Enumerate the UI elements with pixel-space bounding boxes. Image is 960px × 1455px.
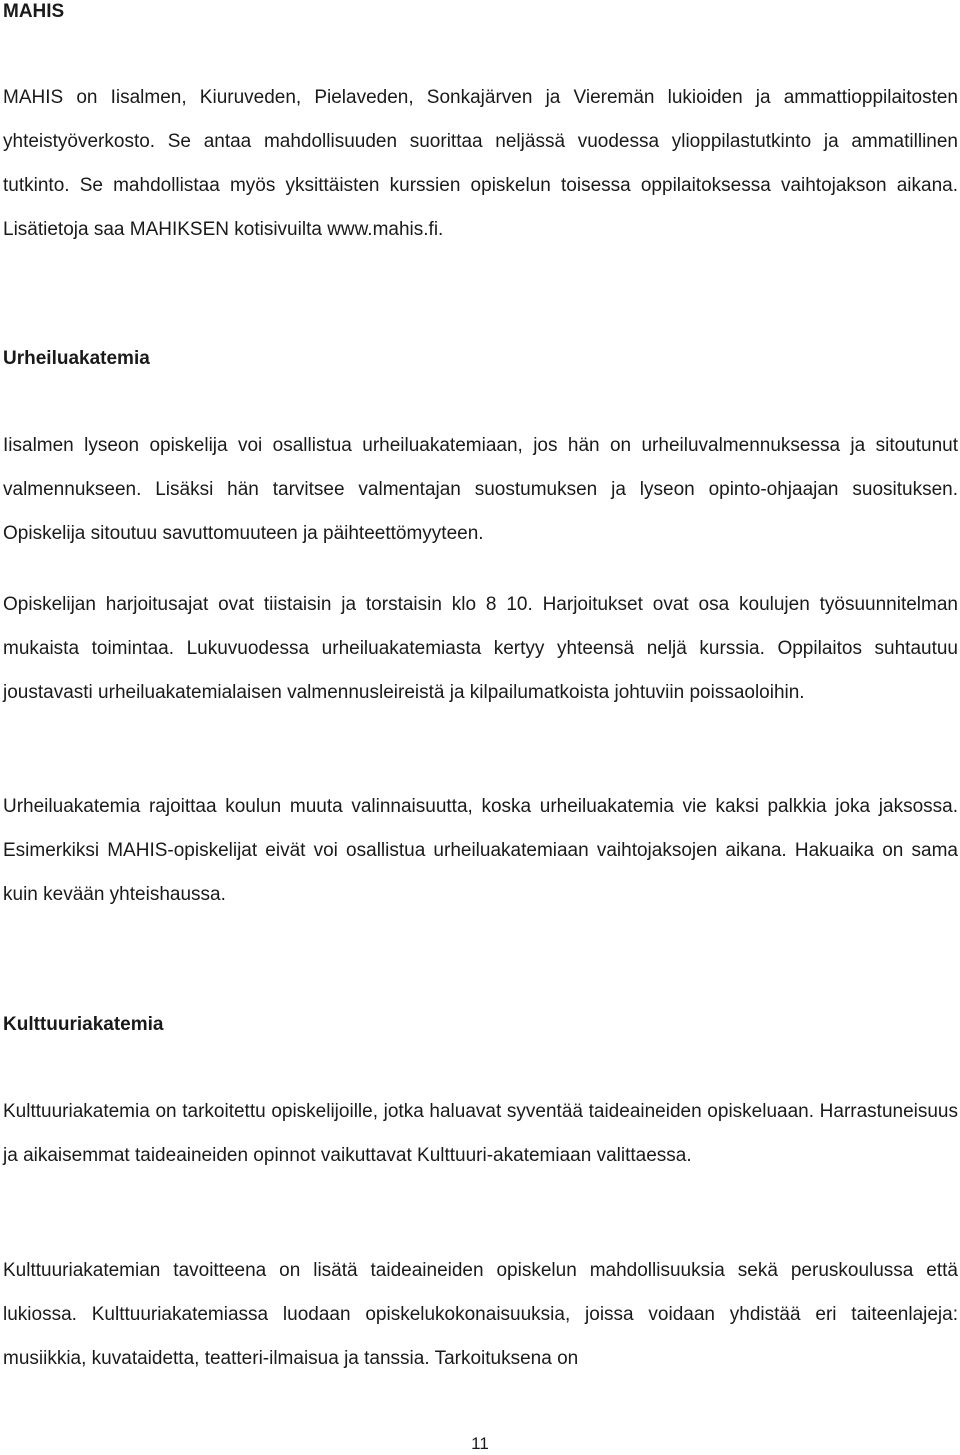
- section-heading-kulttuuriakatemia: Kulttuuriakatemia: [3, 1014, 164, 1035]
- paragraph-kulttuuriakatemia-2: Kulttuuriakatemian tavoitteena on lisätä taideaineiden opiskelun mahdollisuuksia sekä peruskoulussa että lukiossa. Kulttuuriakatemiassa luodaan opiskelukokonaisuuksia, joissa voidaan yhdistää eri taiteenlajeja: musiikkia, kuvataidetta, teatteri-ilmaisua ja tanssia. Tarkoituksena on: [3, 1260, 958, 1369]
- paragraph-urheiluakatemia-2: Opiskelijan harjoitusajat ovat tiistaisin ja torstaisin klo 8 10. Harjoitukset ovat osa koulujen työsuunnitelman mukaista toimintaa. Lukuvuodessa urheiluakatemiasta kertyy yhteensä neljä kurssia. Oppilaitos suhtautuu joustavasti urheiluakatemialaisen valmennusleireistä ja kilpailumatkoista johtuviin poissaoloihin.: [3, 594, 958, 703]
- section-heading-urheiluakatemia: Urheiluakatemia: [3, 348, 150, 369]
- paragraph-mahis: MAHIS on Iisalmen, Kiuruveden, Pielaveden, Sonkajärven ja Vieremän lukioiden ja ammattioppilaitosten yhteistyöverkosto. Se antaa mahdollisuuden suorittaa neljässä vuodessa ylioppilastutkinto ja ammatillinen tutkinto. Se mahdollistaa myös yksittäisten kurssien opiskelun toisessa oppilaitoksessa vaihtojakson aikana. Lisätietoja saa MAHIKSEN kotisivuilta www.mahis.fi.: [3, 87, 958, 240]
- paragraph-urheiluakatemia-3: Urheiluakatemia rajoittaa koulun muuta valinnaisuutta, koska urheiluakatemia vie kaksi palkkia joka jaksossa. Esimerkiksi MAHIS-opiskelijat eivät voi osallistua urheiluakatemiaan vaihtojaksojen aikana. Hakuaika on sama kuin kevään yhteishaussa.: [3, 796, 958, 905]
- section-heading-mahis: MAHIS: [3, 1, 65, 22]
- paragraph-urheiluakatemia-1: Iisalmen lyseon opiskelija voi osallistua urheiluakatemiaan, jos hän on urheiluvalmennuksessa ja sitoutunut valmennukseen. Lisäksi hän tarvitsee valmentajan suostumuksen ja lyseon opinto-ohjaajan suosituksen. Opiskelija sitoutuu savuttomuuteen ja päihteettömyyteen.: [3, 435, 958, 544]
- paragraph-kulttuuriakatemia-1: Kulttuuriakatemia on tarkoitettu opiskelijoille, jotka haluavat syventää taideaineiden opiskeluaan. Harrastuneisuus ja aikaisemmat taideaineiden opinnot vaikuttavat Kulttuuri-akatemiaan valittaessa.: [3, 1101, 958, 1166]
- page-number: 11: [471, 1434, 489, 1453]
